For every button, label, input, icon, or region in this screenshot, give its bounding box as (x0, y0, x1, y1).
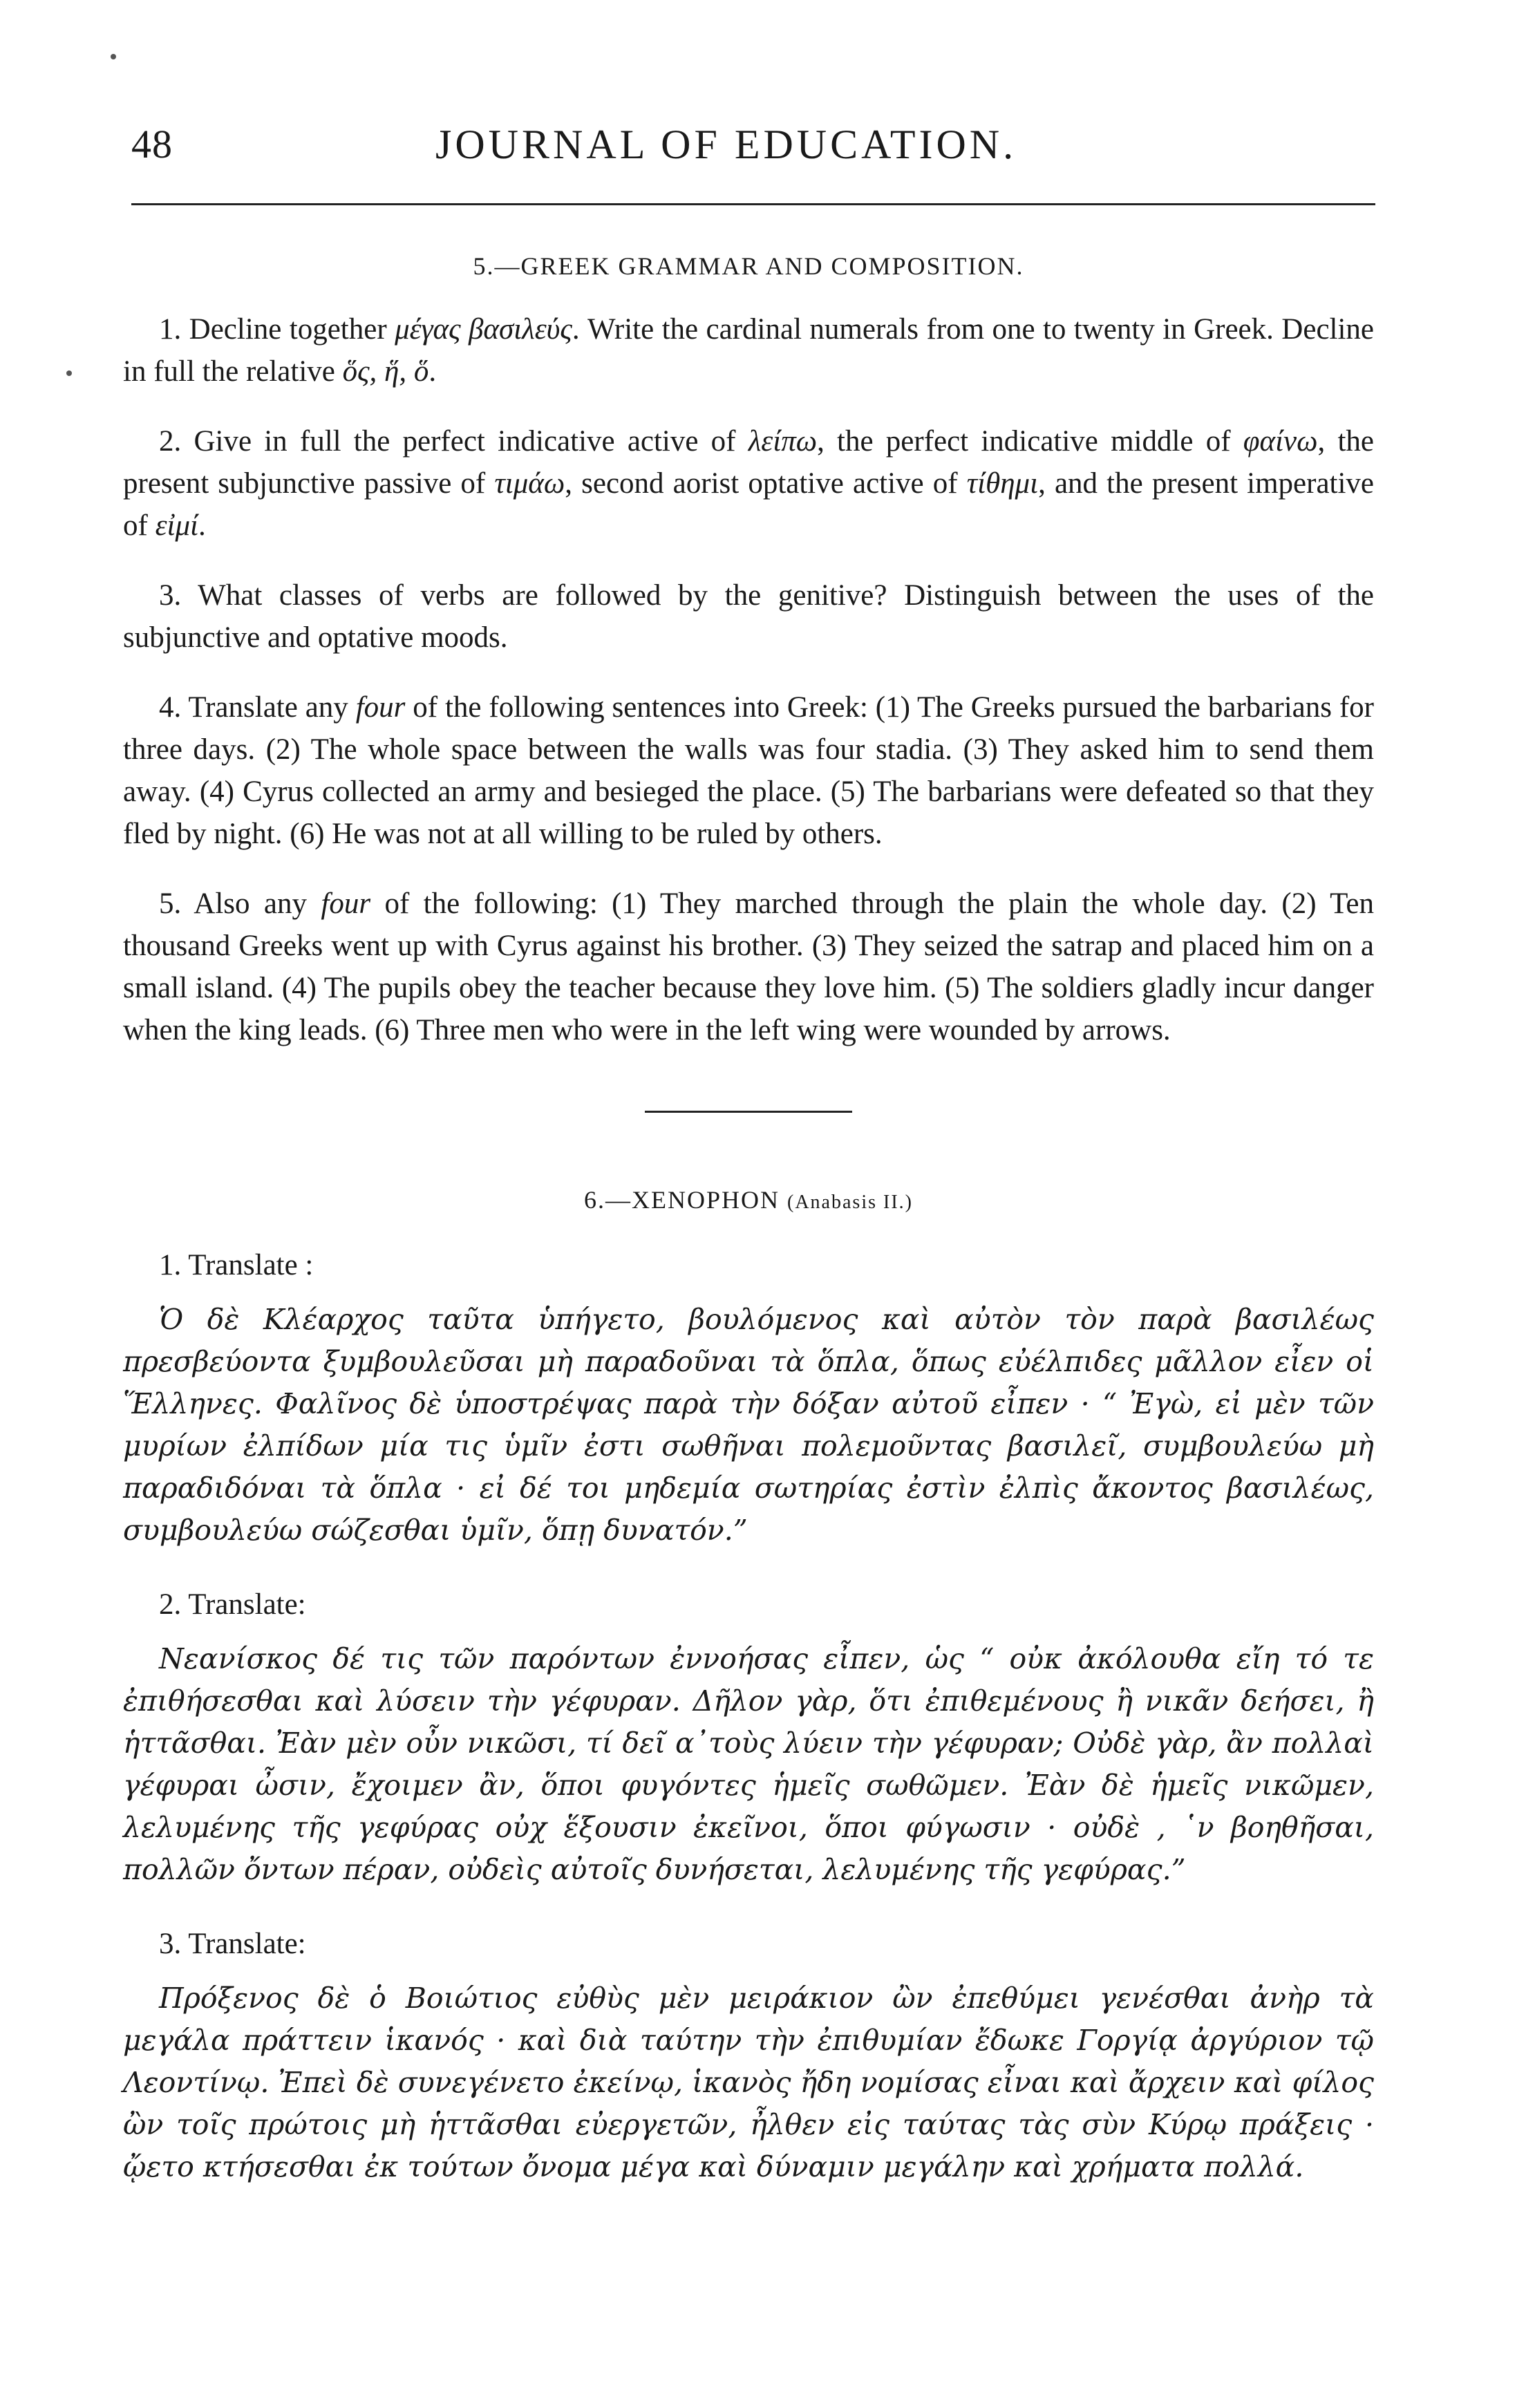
running-head (131, 114, 1403, 183)
question-text: 2. Give in full the perfect indicative active of (159, 425, 748, 458)
journal-title: JOURNAL OF EDUCATION. (435, 122, 1017, 167)
greek-term: εἰμί (155, 509, 198, 542)
question-text: . (429, 355, 437, 388)
translate-label-2: 2. Translate: (159, 1588, 306, 1621)
page-content (123, 245, 1374, 2220)
greek-passage-1: Ὁ δὲ Κλέαρχος ταῦτα ὑπήγετο, βουλόμενος καὶ αὐτὸν τὸν παρὰ βασιλέως πρεσβεύοντα ξυμβουλεῦσαι μὴ παραδοῦναι τὰ ὅπλα, ὅπως εὐέλπιδες μᾶλλον εἶεν οἱ Ἕλληνες. Φαλῖνος δὲ ὑποστρέψας παρὰ τὴν δόξαν αὐτοῦ εἶπεν · “ Ἐγὼ, εἰ μὲν τῶν μυρίων ἐλπίδων μία τις ὑμῖν ἐστι σωθῆναι πολεμοῦντας βασιλεῖ, συμβουλεύω μὴ παραδιδόναι τὰ ὅπλα · εἰ δέ τοι μηδεμία σωτηρίας ἐστὶν ἐλπὶς ἄκοντος βασιλέως, συμβουλεύω σώζεσθαι ὑμῖν, ὅπῃ δυνατόν.” (123, 1303, 1374, 1547)
section-divider (645, 1111, 852, 1113)
question-text: of the following sentences into Greek: (1) The Greeks pursued the barbarians for three days. (2) The whole space between the walls was four stadia. (3) They asked him to send them away. (4) Cyrus collected an army and besieged the place. (5) The barbarians were defeated so that they fled by night. (6) He was not at all willing to be ruled by others. (123, 691, 1374, 850)
question-text: 4. Translate any (159, 691, 356, 724)
question-text: . (198, 509, 206, 542)
question-text: 5. Also any (159, 887, 321, 920)
emphasis: four (321, 887, 371, 920)
page-number: 48 (131, 122, 173, 167)
greek-term: ὅς, ἥ, ὅ (342, 355, 429, 388)
question-text: of the following: (1) They marched through the plain the whole day. (2) Ten thousand Greeks went up with Cyrus against his brother. (3) They seized the satrap and placed him on a small island. (4) The pupils obey the teacher because they love him. (5) The soldiers gladly incur danger when the king leads. (6) Three men who were in the left wing were wounded by arrows. (123, 887, 1374, 1046)
greek-term: τιμάω (494, 467, 565, 500)
section-6-title (123, 1179, 1374, 1223)
greek-passage-2: Νεανίσκος δέ τις τῶν παρόντων ἐννοήσας εἶπεν, ὡς “ οὐκ ἀκόλουθα εἴη τό τε ἐπιθήσεσθαι καὶ λύσειν τὴν γέφυραν. Δῆλον γὰρ, ὅτι ἐπιθεμένους ἢ νικᾶν δεήσει, ἢ ἡττᾶσθαι. Ἐὰν μὲν οὖν νικῶσι, τί δεῖ α᾽τοὺς λύειν τὴν γέφυραν; Οὐδὲ γὰρ, ἂν πολλαὶ γέφυραι ὦσιν, ἔχοιμεν ἂν, ὅποι φυγόντες ἡμεῖς σωθῶμεν. Ἐὰν δὲ ἡμεῖς νικῶμεν, λελυμένης τῆς γεφύρας οὐχ ἕξουσιν ἐκεῖνοι, ὅποι φύγωσιν · οὐδὲ , ῾ν βοηθῆσαι, πολλῶν ὄντων πέραν, οὐδεὶς αὐτοῖς δυνήσεται, λελυμένης τῆς γεφύρας.” (123, 1642, 1374, 1886)
question-text: , second aorist optative active of (565, 467, 967, 500)
translate-label-3: 3. Translate: (159, 1928, 306, 1960)
question-text: 1. Decline together (159, 313, 395, 346)
question-text: . Write the cardinal numerals from one to twenty in Greek. Decline in full the relative (123, 313, 1375, 388)
question-5-1 (123, 308, 1374, 393)
section-6-title-sub: (Anabasis II.) (787, 1192, 913, 1213)
question-5-2 (123, 420, 1374, 547)
question-5-5 (123, 883, 1374, 1051)
margin-speck (66, 370, 72, 376)
section-6-title-main: 6.—XENOPHON (584, 1186, 780, 1214)
question-5-4 (123, 686, 1374, 855)
greek-passage-3: Πρόξενος δὲ ὁ Βοιώτιος εὐθὺς μὲν μειράκιον ὢν ἐπεθύμει γενέσθαι ἀνὴρ τὰ μεγάλα πράττειν ἱκανός · καὶ διὰ ταύτην τὴν ἐπιθυμίαν ἔδωκε Γοργίᾳ ἀργύριον τῷ Λεοντίνῳ. Ἐπεὶ δὲ συνεγένετο ἐκείνῳ, ἱκανὸς ἤδη νομίσας εἶναι καὶ ἄρχειν καὶ φίλος ὢν τοῖς πρώτοις μὴ ἡττᾶσθαι εὐεργετῶν, ἦλθεν εἰς ταύτας τὰς σὺν Κύρῳ πράξεις · ᾤετο κτήσεσθαι ἐκ τούτων ὄνομα μέγα καὶ δύναμιν μεγάλην καὶ χρήματα πολλά. (123, 1982, 1374, 2183)
question-text: , the present subjunctive passive of (123, 425, 1374, 500)
question-5-3: 3. What classes of verbs are followed by the genitive? Distinguish between the uses of the subjunctive and optative moods. (123, 579, 1374, 654)
greek-term: λείπω (748, 425, 818, 458)
greek-term: μέγας βασιλεύς (395, 313, 572, 346)
margin-speck (111, 54, 116, 59)
question-text: , and the present imperative of (123, 467, 1375, 542)
question-text: , the perfect indicative middle of (817, 425, 1243, 458)
header-rule (131, 203, 1375, 205)
emphasis: four (355, 691, 406, 724)
section-5-title: 5.—GREEK GRAMMAR AND COMPOSITION. (473, 252, 1024, 280)
greek-term: τίθημι (966, 467, 1039, 500)
greek-term: φαίνω (1243, 425, 1318, 458)
translate-label-1: 1. Translate : (159, 1249, 314, 1281)
